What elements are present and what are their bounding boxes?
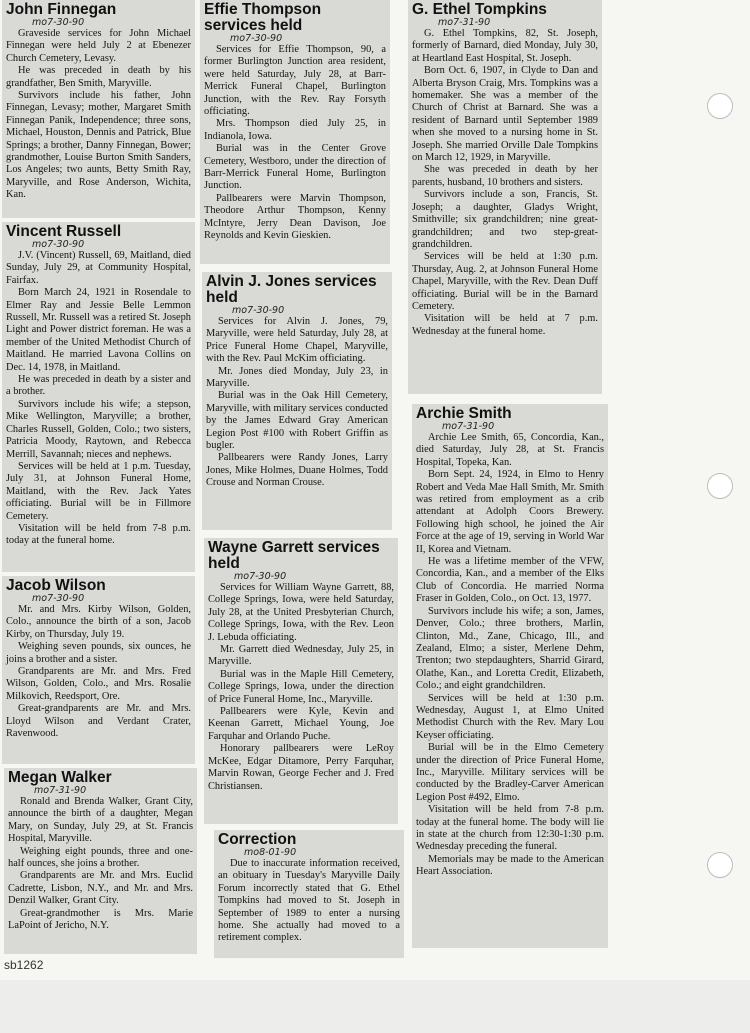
binder-hole-middle xyxy=(707,473,733,499)
paragraph: Services for Effie Thompson, 90, a former Burlington Junction area resident, were held Saturday, July 28, at Barr-Merrick Funeral Chapel, Burlington Junction, with the Rev. Ray Forsyth officiating. xyxy=(204,44,386,118)
paragraph: He was preceded in death by his grandfather, Ben Smith, Maryville. xyxy=(6,65,191,89)
paragraph: Mr. Garrett died Wednesday, July 25, in Maryville. xyxy=(208,644,394,668)
paragraph: Services for William Wayne Garrett, 88, College Springs, Iowa, were held Saturday, July 28, at the United Presbyterian Church, College Springs, Iowa, with the Rev. Leon J. Lebuda officiating. xyxy=(208,582,394,643)
obituary-alvin-jones xyxy=(202,272,392,530)
headline: Archie Smith xyxy=(416,405,512,422)
handwritten-date: mo8-01-90 xyxy=(244,847,297,858)
paragraph: Great-grandparents are Mr. and Mrs. Lloyd Wilson and Verdant Crater, Ravenwood. xyxy=(6,703,191,740)
headline: Jacob Wilson xyxy=(6,577,106,594)
paragraph: Graveside services for John Michael Finnegan were held July 2 at Ebenezer Church Cemetery, Levasy. xyxy=(6,28,191,64)
paragraph: Pallbearers were Marvin Thompson, Theodore Arthur Thompson, Kenny McIntyre, Jerry Dean Davison, Joe Reynolds and Kevin Gieskien. xyxy=(204,192,386,242)
binder-hole-bottom xyxy=(707,852,733,878)
paragraph: Services will be held at 1:30 p.m. Wednesday, August 1, at Elmo United Methodist Church with the Rev. Mary Lou Keyser officiating. xyxy=(416,692,604,741)
paragraph: Services for Alvin J. Jones, 79, Maryville, were held Saturday, July 28, at Price Funeral Home Chapel, Maryville, with the Rev. Paul McKim officiating. xyxy=(206,316,388,365)
page-id-label: sb1262 xyxy=(4,958,44,972)
paragraph: He was preceded in death by a sister and a brother. xyxy=(6,374,191,398)
paragraph: Grandparents are Mr. and Mrs. Fred Wilson, Golden, Colo., and Mrs. Rosalie Milkovich, Reedsport, Ore. xyxy=(6,666,191,702)
obituary-effie-thompson xyxy=(200,0,390,264)
paragraph: Survivors include his wife; a stepson, Mike Wellington, Maryville; a brother, Charles Russell, Golden, Colo.; two sisters, Patricia Moody, Raytown, and Rebecca Merrill, Savannah; nieces and nephews. xyxy=(6,398,191,460)
paragraph: Pallbearers were Randy Jones, Larry Jones, Mike Holmes, Duane Holmes, Todd Crouse and Norman Crouse. xyxy=(206,452,388,489)
handwritten-date: mo7-31-90 xyxy=(438,17,491,28)
birth-megan-walker xyxy=(4,768,197,954)
article-body xyxy=(218,858,400,945)
handwritten-date: mo7-30-90 xyxy=(234,571,287,582)
binder-hole-top xyxy=(707,93,733,119)
headline: Vincent Russell xyxy=(6,223,122,240)
obituary-john-finnegan xyxy=(2,0,195,218)
paragraph: Burial was in the Oak Hill Cemetery, Maryville, with military services conducted by the James Edward Gray American Legion Post #100 with Robert Griffin as bugler. xyxy=(206,390,388,452)
article-body xyxy=(206,316,388,490)
paragraph: Mrs. Thompson died July 25, in Indianola, Iowa. xyxy=(204,118,386,142)
paragraph: Mr. and Mrs. Kirby Wilson, Golden, Colo., announce the birth of a son, Jacob Kirby, on Thursday, July 19. xyxy=(6,604,191,640)
paragraph: Grandparents are Mr. and Mrs. Euclid Cadrette, Lisbon, N.Y., and Mr. and Mrs. Denzil Walker, Grant City. xyxy=(8,870,193,907)
headline: Megan Walker xyxy=(8,769,112,786)
paragraph: Mr. Jones died Monday, July 23, in Maryville. xyxy=(206,365,388,390)
paragraph: Ronald and Brenda Walker, Grant City, announce the birth of a daughter, Megan Mary, on Sunday, July 29, at St. Francis Hospital, Maryville. xyxy=(8,796,193,845)
paragraph: Born Oct. 6, 1907, in Clyde to Dan and Alberta Bryson Craig, Mrs. Tompkins was a homemaker. She was a member of the Church of Christ at Barnard. She was a resident of Barnard until September 1989 when she moved to a nursing home in St. Joseph. She married Orville Dale Tompkins on March 12, 1929, in Maryville. xyxy=(412,65,598,164)
birth-jacob-wilson xyxy=(2,576,195,764)
paragraph: Services will be held at 1:30 p.m. Thursday, Aug. 2, at Johnson Funeral Home Chapel, Maryville, with the Rev. Dean Duff officiating. Burial will be in the Barnard Cemetery. xyxy=(412,251,598,312)
paragraph: Honorary pallbearers were LeRoy McKee, Edgar Ditamore, Perry Farquhar, Marvin Rowan, George Fecher and J. Fred Christiansen. xyxy=(208,743,394,792)
handwritten-date: mo7-30-90 xyxy=(232,305,285,316)
headline: Effie Thompson services held xyxy=(204,1,322,34)
article-body xyxy=(6,250,191,548)
obituary-wayne-garrett xyxy=(204,538,398,824)
paragraph: Visitation will be held at 7 p.m. Wednesday at the funeral home. xyxy=(412,313,598,337)
paragraph: Born Sept. 24, 1924, in Elmo to Henry Robert and Veda Mae Hall Smith, Mr. Smith was retired from employment as a crib attendant at Adolph Coors Brewery. Following high school, he joined the Air Force at the age of 19, serving in World War II, Korea and Vietnam. xyxy=(416,469,604,555)
paragraph: Due to inaccurate information received, an obituary in Tuesday's Maryville Daily Forum incorrectly stated that G. Ethel Tompkins had moved to St. Joseph in September of 1989 to enter a nursing home. She actually had moved to a retirement complex. xyxy=(218,858,400,944)
obituary-ethel-tompkins xyxy=(408,0,602,394)
headline: John Finnegan xyxy=(6,1,117,18)
obituary-archie-smith xyxy=(412,404,608,948)
article-body xyxy=(208,582,394,793)
handwritten-date: mo7-31-90 xyxy=(442,421,495,432)
paragraph: Burial was in the Center Grove Cemetery, Westboro, under the direction of Barr-Merrick Funeral Home, Burlington Junction. xyxy=(204,143,386,192)
article-body xyxy=(8,796,193,932)
handwritten-date: mo7-30-90 xyxy=(230,33,283,44)
obituary-vincent-russell xyxy=(2,222,195,572)
headline: Alvin J. Jones services held xyxy=(206,273,377,306)
paragraph: He was a lifetime member of the VFW, Concordia, Kan., and a member of the Elks Club of Concordia. He married Norma Fraser in Golden, Colo., on Oct. 13, 1977. xyxy=(416,556,604,605)
headline: Correction xyxy=(218,831,297,848)
paragraph: Weighing eight pounds, three and one-half ounces, she joins a brother. xyxy=(8,845,193,870)
headline: Wayne Garrett services held xyxy=(208,539,380,572)
handwritten-date: mo7-30-90 xyxy=(32,593,85,604)
paragraph: Services will be held at 1 p.m. Tuesday, July 31, at Johnson Funeral Home, Maitland, with the Rev. Jack Yates officiating. Burial will be in Fillmore Cemetery. xyxy=(6,460,191,522)
paragraph: J.V. (Vincent) Russell, 69, Maitland, died Sunday, July 29, at Community Hospital, Fairfax. xyxy=(6,250,191,286)
paragraph: Pallbearers were Kyle, Kevin and Keenan Garrett, Michael Young, Joe Farquhar and Orlando Puche. xyxy=(208,706,394,742)
paragraph: Burial will be in the Elmo Cemetery under the direction of Price Funeral Home, Inc., Maryville. Military services will be conducted by the Bradley-Carver American Legion Post #492, Elmo. xyxy=(416,742,604,803)
paragraph: Visitation will be held from 7-8 p.m. today at the funeral home. xyxy=(6,522,191,547)
article-body xyxy=(416,432,604,879)
paragraph: Burial was in the Maple Hill Cemetery, College Springs, Iowa, under the direction of Price Funeral Home, Inc., Maryville. xyxy=(208,668,394,705)
paragraph: Archie Lee Smith, 65, Concordia, Kan., died Saturday, July 28, at St. Francis Hospital, Topeka, Kan. xyxy=(416,432,604,468)
article-body xyxy=(6,604,191,740)
paragraph: Survivors include his father, John Finnegan, Levasy; mother, Margaret Smith Finnegan Panik, Independence; three sons, Michael, Houston, Dennis and Patrick, Blue Springs; a brother, Danny Finnegan, Bower; grandmother, Louise Burton Smith Sanders, Los Angeles; two aunts, Betty Smith Ray, Maryville, and Rose Anderson, Wichita, Kan. xyxy=(6,90,191,201)
paragraph: Survivors include his wife; a son, James, Denver, Colo.; three brothers, Marlin, Clinton, Md., Zane, Chicago, Ill., and Zealand, Elmo; a sister, Merlene Dehm, Trenton; two stepdaughters, Sharrid Girard, Olathe, Kan., and Loretta Credit, Elizabeth, Colo.; and eight grandchildren. xyxy=(416,605,604,692)
paragraph: Weighing seven pounds, six ounces, he joins a brother and a sister. xyxy=(6,641,191,665)
headline: G. Ethel Tompkins xyxy=(412,1,547,18)
article-body xyxy=(204,44,386,243)
article-body xyxy=(6,28,191,202)
paragraph: Great-grandmother is Mrs. Marie LaPoint of Jericho, N.Y. xyxy=(8,907,193,932)
paragraph: Survivors include a son, Francis, St. Joseph; a daughter, Gladys Wright, Smithville; six grandchildren; nine great-grandchildren; and two step-great-grandchildren. xyxy=(412,189,598,250)
scan-bottom-margin xyxy=(0,980,750,1033)
handwritten-date: mo7-31-90 xyxy=(34,785,87,796)
handwritten-date: mo7-30-90 xyxy=(32,17,85,28)
article-body xyxy=(412,28,598,338)
handwritten-date: mo7-30-90 xyxy=(32,239,85,250)
paragraph: Memorials may be made to the American Heart Association. xyxy=(416,853,604,878)
paragraph: Visitation will be held from 7-8 p.m. today at the funeral home. The body will lie in state at the church from 12:30-1:30 p.m. Wednesday preceding the funeral. xyxy=(416,804,604,853)
paragraph: G. Ethel Tompkins, 82, St. Joseph, formerly of Barnard, died Monday, July 30, at Heartland East Hospital, St. Joseph. xyxy=(412,28,598,64)
correction-notice xyxy=(214,830,404,958)
paragraph: She was preceded in death by her parents, husband, 10 brothers and sisters. xyxy=(412,164,598,188)
paragraph: Born March 24, 1921 in Rosendale to Elmer Ray and Jessie Belle Lemmon Russell, Mr. Russell was a retired St. Joseph Light and Power district foreman. He was a member of the United Methodist Church of Maitland. He married Lavona Collins on Dec. 14, 1978, in Maitland. xyxy=(6,287,191,373)
